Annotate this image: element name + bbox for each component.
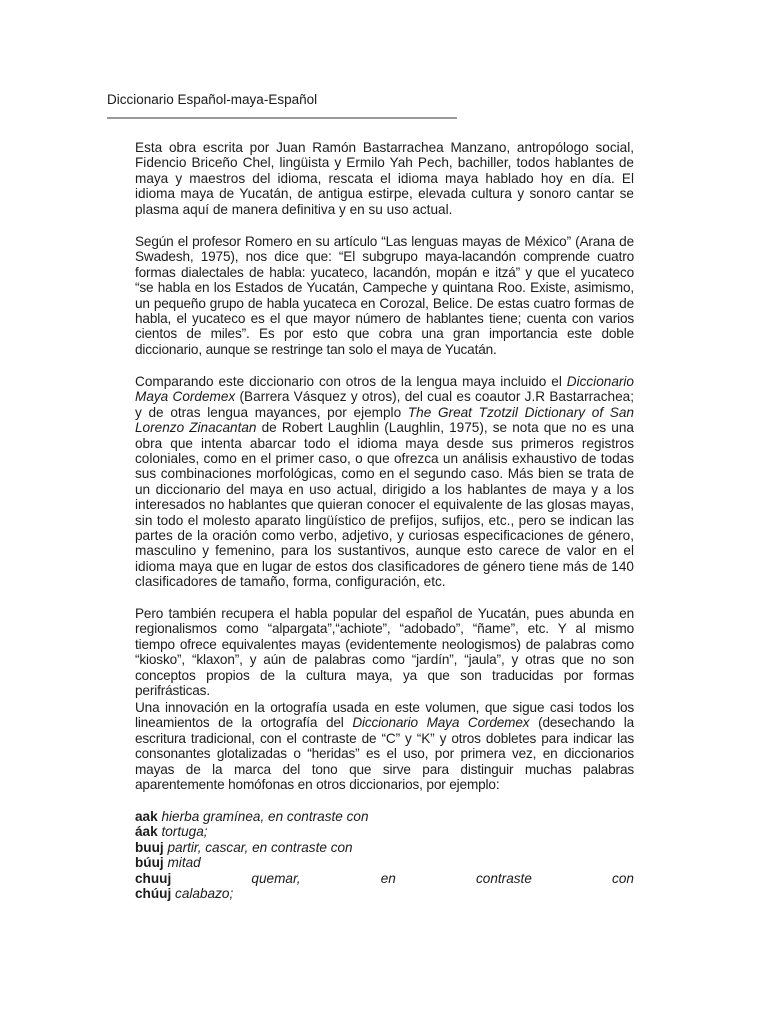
example-item: [135, 871, 634, 886]
title-underline: [107, 117, 457, 119]
paragraph-orthography-text-1: Una innovación en la ortografía usada en este volumen, que sigue casi todos los lineamientos de la ortografía del: [135, 700, 634, 731]
example-gloss: calabazo;: [175, 885, 234, 901]
example-item: [135, 824, 634, 839]
example-word: chúuj: [135, 885, 172, 901]
example-list: [135, 809, 634, 901]
example-item: [135, 886, 634, 901]
example-gloss: hierba gramínea, en contraste con: [161, 809, 369, 824]
paragraph-authors: Esta obra escrita por Juan Ramón Bastarrachea Manzano, antropólogo social, Fidencio Briceño Chel, lingüista y Ermilo Yah Pech, bachiller, todos hablantes de maya y maestros del idioma, rescata el idioma maya hablado hoy en día. El idioma maya de Yucatán, de antigua estirpe, elevada cultura y sonoro cantar se plasma aquí de manera definitiva y en su uso actual.: [135, 140, 634, 217]
example-gloss-part: contraste: [475, 870, 532, 886]
document-body: [135, 140, 634, 901]
paragraph-comparison-text-3: de Robert Laughlin (Laughlin, 1975), se nota que no es una obra que intenta abarcar todo el idioma maya desde sus primeros registros coloniales, como en el primer caso, o que ofrezca un análisis exhaustivo de todas sus combinaciones morfológicas, como en el segundo caso. Más bien se trata de un diccionario del maya en uso actual, dirigido a los hablantes de maya y a los interesados no hablantes que quieran conocer el equivalente de las glosas mayas, sin todo el molesto aparato lingüístico de prefijos, sufijos, etc., pero se indican las partes de la oración como verbo, adjetivo, y curiosas especificaciones de género, masculino y femenino, para los sustantivos, aunque esto carece de valor en el idioma maya que en lugar de estos dos clasificadores de género tiene más de 140 clasificadores de tamaño, forma, configuración, etc.: [135, 420, 634, 590]
document-title: Diccionario Español-maya-Español: [107, 92, 318, 107]
example-word: buuj: [135, 839, 164, 855]
paragraph-comparison-text-2: (Barrera Vásquez y otros), del cual es coautor J.R Bastarrachea; y de otras lengua mayances, por ejemplo: [135, 389, 634, 420]
example-item: [135, 809, 634, 824]
example-gloss-part: quemar,: [251, 870, 301, 886]
example-word: chuuj: [135, 870, 172, 886]
example-gloss-part: con: [612, 870, 634, 886]
example-gloss: tortuga;: [161, 824, 208, 840]
example-gloss: mitad: [167, 855, 201, 871]
paragraph-comparison-text-1: Comparando este diccionario con otros de la lengua maya incluido el: [135, 374, 567, 389]
paragraph-regionalisms: Pero también recupera el habla popular del español de Yucatán, pues abunda en regionalismos como “alpargata”,“achiote”, “adobado”, “ñame”, etc. Y al mismo tiempo ofrece equivalentes mayas (evidentemente neologismos) de palabras como “kiosko”, “klaxon”, y aún de palabras como “jardín”, “jaula”, y otras que no son conceptos propios de la cultura maya, ya que son traducidas por formas perifrásticas.: [135, 606, 634, 699]
example-gloss: partir, cascar, en contraste con: [167, 839, 353, 855]
example-word: aak: [135, 809, 158, 824]
paragraph-orthography-text-2: (desechando la escritura tradicional, con el contraste de “C” y “K” y otros dobletes para indicar las consonantes glotalizadas o “heridas” es el uso, por primera vez, en diccionarios mayas de la marca del tono que sirve para distinguir muchas palabras aparentemente homófonas en otros diccionarios, por ejemplo:: [135, 715, 634, 793]
paragraph-comparison: [135, 374, 634, 590]
paragraph-romero: Según el profesor Romero en su artículo “Las lenguas mayas de México” (Arana de Swadesh, 1975), nos dice que: “El subgrupo maya-lacandón comprende cuatro formas dialectales de habla: yucateco, lacandón, mopán e itzá” y que el yucateco “se habla en los Estados de Yucatán, Campeche y quintana Roo. Existe, asimismo, un pequeño grupo de habla yucateca en Corozal, Belice. De estas cuatro formas de habla, el yucateco es el que mayor número de hablantes tiene; cuenta con varios cientos de miles”. Es por esto que cobra una gran importancia este doble diccionario, aunque se restringe tan solo el maya de Yucatán.: [135, 234, 634, 357]
example-gloss-part: en: [380, 870, 396, 886]
tzotzil-dictionary-title: The Great Tzotzil Dictionary of San Lorenzo Zinacantan: [135, 404, 634, 436]
example-item: [135, 855, 634, 870]
cordemex-title: Diccionario Maya Cordemex: [352, 715, 530, 731]
cordemex-title: Diccionario Maya Cordemex: [135, 374, 634, 405]
example-item: [135, 840, 634, 855]
example-word: áak: [135, 824, 158, 840]
paragraph-orthography: [135, 700, 634, 793]
example-word: búuj: [135, 855, 164, 871]
